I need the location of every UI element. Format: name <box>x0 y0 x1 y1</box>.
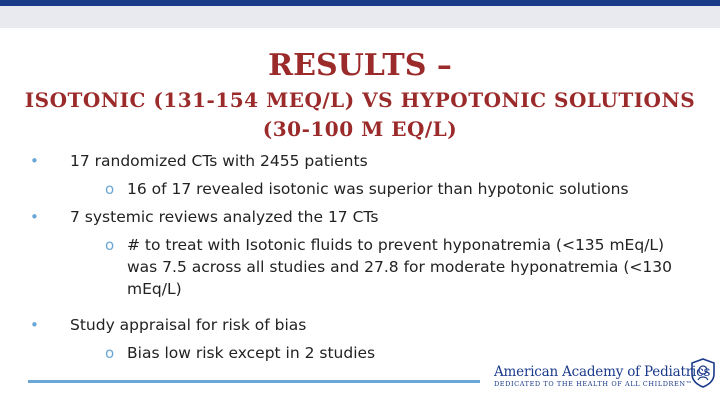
sub-bullet-circle-icon: o <box>105 180 115 198</box>
bullet-text: 17 randomized CTs with 2455 patients <box>70 152 368 170</box>
sub-bullet-item <box>105 178 687 200</box>
bullet-dot-icon: • <box>30 316 39 334</box>
sub-bullet-item <box>105 342 687 364</box>
slide-subtitle-line2: (30-100 M EQ/L) <box>262 117 458 141</box>
bullet-text: 7 systemic reviews analyzed the 17 CTs <box>70 208 379 226</box>
sub-bullet-circle-icon: o <box>105 236 115 254</box>
bullet-item <box>30 206 690 228</box>
bullet-item <box>30 150 690 172</box>
sub-bullet-text: 16 of 17 revealed isotonic was superior than hypotonic solutions <box>127 180 629 198</box>
sub-bullet-text: Bias low risk except in 2 studies <box>127 344 376 362</box>
bullet-text: Study appraisal for risk of bias <box>70 316 307 334</box>
bullet-item <box>30 314 690 336</box>
sub-bullet-text: # to treat with Isotonic fluids to prevent hyponatremia (<135 mEq/L) was 7.5 across all studies and 27.8 for moderate hyponatremia (<130 mEq/L) <box>127 236 672 298</box>
sub-bullet-circle-icon: o <box>105 344 115 362</box>
slide-subtitle-line1: ISOTONIC (131-154 MEQ/L) VS HYPOTONIC SOLUTIONS <box>24 88 696 112</box>
header-band <box>0 6 720 28</box>
bullet-dot-icon: • <box>30 208 39 226</box>
footer-divider <box>28 380 480 383</box>
aap-tagline: DEDICATED TO THE HEALTH OF ALL CHILDREN™ <box>494 380 693 388</box>
bullet-dot-icon: • <box>30 152 39 170</box>
aap-logo <box>494 364 711 389</box>
slide-title: RESULTS – <box>268 48 452 83</box>
aap-seal-icon <box>690 358 716 388</box>
sub-bullet-item <box>105 234 687 300</box>
aap-org-name: American Academy of Pediatrics <box>494 364 711 380</box>
